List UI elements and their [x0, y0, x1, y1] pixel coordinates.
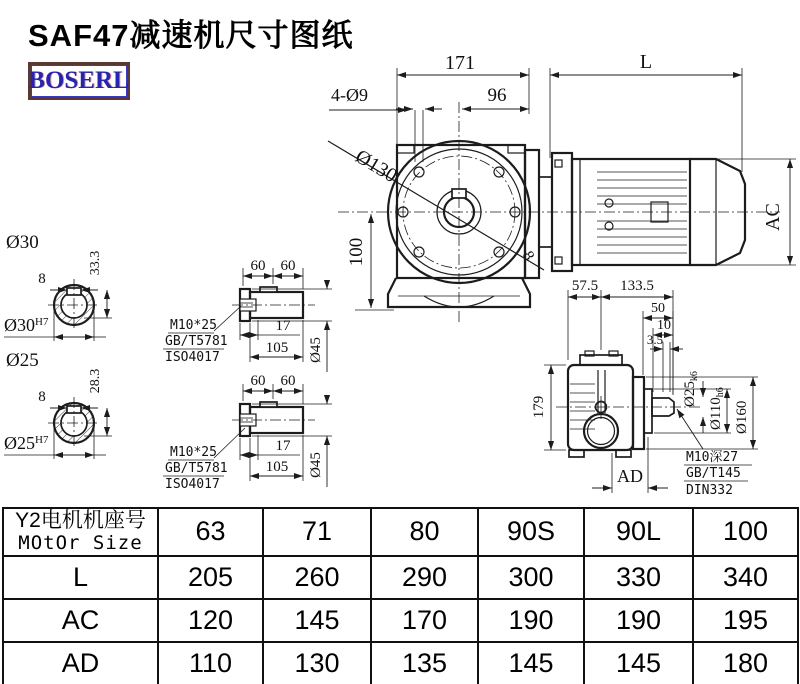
cell: 260 [263, 556, 371, 599]
dim-179-label: 179 [531, 395, 547, 419]
key-height-label: 33.3 [88, 250, 103, 276]
size-col-3: 90S [478, 508, 584, 556]
dim-ad-label: AD [617, 466, 643, 486]
size-col-1: 71 [263, 508, 371, 556]
dim-60-left: 60 [250, 373, 266, 389]
cell: 145 [584, 642, 693, 684]
cell: 190 [584, 599, 693, 642]
page-title: SAF47减速机尺寸图纸 [28, 18, 354, 53]
key-width-label: 8 [38, 389, 46, 405]
shaft-section-2 [163, 373, 332, 492]
bore-dia-label: Ø30 [6, 232, 39, 253]
table-row [3, 642, 798, 684]
table-row [3, 599, 798, 642]
tap-note-line1: M10深27 [686, 450, 739, 465]
screw-note-line1: M10*25 [170, 318, 217, 333]
cell: 145 [478, 642, 584, 684]
cell: 330 [584, 556, 693, 599]
cell: 340 [693, 556, 798, 599]
motor-size-header [3, 508, 158, 556]
dim-105: 105 [265, 459, 289, 475]
screw-note-line2: GB/T5781 [165, 461, 228, 476]
dim-57-5-label: 57.5 [571, 278, 599, 294]
cell: 170 [371, 599, 478, 642]
screw-note-line1: M10*25 [170, 445, 217, 460]
shaft-dia-45: Ø45 [308, 452, 324, 478]
screw-note-line2: GB/T5781 [165, 334, 228, 349]
motor-size-header-en: MOtOr Size [18, 532, 143, 555]
dim-10-label: 10 [657, 318, 671, 333]
dim-17: 17 [275, 438, 291, 454]
dim-3-5-label: 3.5 [646, 332, 664, 347]
row-label-AC: AC [3, 599, 158, 642]
holes-note-label: 4-Ø9 [331, 85, 368, 105]
dim-96-label: 96 [487, 85, 507, 106]
dim-60-right: 60 [280, 373, 296, 389]
shaft-section-1 [163, 258, 332, 372]
dim-171-label: 171 [445, 52, 475, 74]
shaft-dia-label: Ø25k6 [682, 371, 700, 407]
key-width-label: 8 [38, 271, 46, 287]
size-col-0: 63 [158, 508, 263, 556]
table-row [3, 508, 798, 556]
shaft-dia-45: Ø45 [308, 337, 324, 363]
table-row [3, 556, 798, 599]
tap-note-line3: DIN332 [686, 483, 733, 498]
brand-logo-text: BOSERL [28, 67, 130, 94]
motor-fins [597, 172, 687, 253]
spigot-dia-label: Ø110h6 [708, 387, 726, 430]
cell: 130 [263, 642, 371, 684]
dim-L-label: L [639, 51, 653, 73]
bore-fit-label: $Ø25^{H7}$ [4, 433, 49, 453]
size-col-5: 100 [693, 508, 798, 556]
cell: 135 [371, 642, 478, 684]
cell: 300 [478, 556, 584, 599]
row-label-AD: AD [3, 642, 158, 684]
cell: 110 [158, 642, 263, 684]
front-view [328, 51, 796, 395]
row-label-L: L [3, 556, 158, 599]
screw-note-line3: ISO4017 [165, 477, 220, 492]
bore-section-30 [4, 232, 112, 341]
size-col-2: 80 [371, 508, 478, 556]
cell: 205 [158, 556, 263, 599]
bore-fit-label: $Ø30^{H7}$ [4, 315, 49, 335]
cell: 195 [693, 599, 798, 642]
dim-8-label: 8 [518, 248, 538, 264]
cell: 190 [478, 599, 584, 642]
cell: 145 [263, 599, 371, 642]
key-height-label: 28.3 [88, 368, 103, 394]
motor-size-table [2, 507, 799, 684]
dim-100-label: 100 [346, 237, 367, 267]
dim-60-left: 60 [250, 258, 266, 274]
dim-ac-label: AC [762, 203, 784, 231]
dim-17: 17 [275, 318, 291, 334]
bore-dia-label: Ø25 [6, 350, 39, 371]
bore-section-25 [4, 350, 112, 459]
screw-note-line3: ISO4017 [165, 350, 220, 365]
output-flange-dia-label: Ø160 [734, 400, 750, 434]
size-col-4: 90L [584, 508, 693, 556]
cell: 290 [371, 556, 478, 599]
dim-50-label: 50 [651, 301, 665, 316]
cell: 180 [693, 642, 798, 684]
flange-dia-label: Ø130 [351, 145, 401, 188]
dim-60-right: 60 [280, 258, 296, 274]
motor-size-header-cn: Y2电机机座号 [15, 509, 146, 532]
tap-note-line2: GB/T145 [686, 466, 741, 481]
side-view [531, 301, 758, 498]
cell: 120 [158, 599, 263, 642]
dim-133-5-label: 133.5 [620, 278, 654, 294]
dim-105: 105 [265, 340, 289, 356]
